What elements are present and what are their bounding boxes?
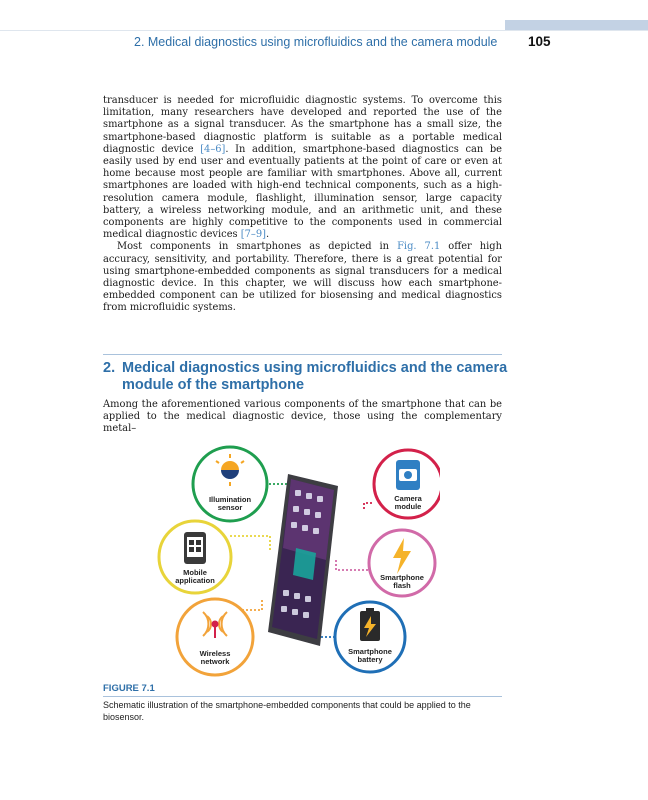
label-wireless-line1: Wireless [199,649,231,658]
label-camera-line2: module [394,502,422,511]
body-text-block [103,399,502,436]
illumination-sensor-node [193,447,267,521]
label-camera-line1: Camera [394,494,422,503]
citation-link[interactable]: [4–6] [200,143,226,155]
running-head: 2. Medical diagnostics using microfluidics and the camera module [134,35,498,49]
paragraph-1-text-b: . In addition, smartphone-based diagnostics can be easily used by end user and eventually patients at the point of care or even at home because most people are familiar with smartphones. Above all, current smartphones are loaded with high-end technical components, such as a high-resolution camera module, flashlight, illumination sensor, large capacity battery, a wireless networking module, and an arithmetic unit, and these components are highly competitive to the components used in commercial medical diagnostic devices [103,143,502,241]
battery-icon [360,608,380,641]
page-number: 105 [528,34,551,49]
figure-label: FIGURE 7.1 [103,683,155,694]
connector-flash [336,560,370,570]
figure-link[interactable]: Fig. 7.1 [397,241,441,253]
section-title-line2: module of the smartphone [122,377,305,393]
connector-mobile [230,536,270,552]
label-mobile-line2: application [175,576,215,585]
camera-icon [396,460,420,490]
figure-smartphone-components [150,440,440,680]
section-title-line1: Medical diagnostics using microfluidics and the camera [122,360,508,376]
paragraph-2 [103,241,502,314]
figure-rule [103,696,502,697]
label-flash-line1: Smartphone [380,573,424,582]
smartphone-illustration [268,474,338,646]
smartphone-flash-node [369,530,435,596]
camera-module-node [374,450,440,518]
figure-caption: Schematic illustration of the smartphone-embedded components that could be applied to the biosensor. [103,700,471,722]
section-number: 2. [103,360,116,376]
paragraph-2-text-b: offer high accuracy, sensitivity, and portability. Therefore, there is a great potential for using smartphone-embedded components as signal transducers for a medical diagnostic device. In this chapter, we will discuss how each smartphone-embedded component can be utilized for biosensing and medical diagnostics from microfluidic systems. [103,241,502,314]
header-tab-bar [505,20,648,30]
label-flash-line2: flash [393,581,411,590]
citation-link[interactable]: [7–9] [240,229,266,241]
label-illumination-line1: Illumination [208,495,252,504]
smartphone-battery-node [335,602,405,672]
header-rule [0,30,648,31]
paragraph-3: Among the aforementioned various components of the smartphone that can be applied to the medical diagnostic device, those using the complementary metal– [103,399,502,435]
body-text-block [103,95,502,315]
section-heading [103,360,523,394]
label-mobile-line1: Mobile [183,568,207,577]
paragraph-1-text-c: . [265,229,270,241]
section-rule [103,354,502,355]
mobile-application-node [159,521,231,593]
label-battery-line1: Smartphone [348,647,392,656]
label-illumination-line2: sensor [217,503,243,512]
label-battery-line2: battery [357,655,383,664]
mobile-app-icon [184,532,206,564]
label-wireless-line2: network [200,657,230,666]
paragraph-1-text-a: transducer is needed for microfluidic diagnostic systems. To overcome this limitation, many researchers have developed and reported the use of the smartphone as a signal transducer. As the smartphone has a small size, the smartphone-based diagnostic platform is suitable as a portable medical diagnostic device [103,95,502,155]
connector-camera [364,503,372,510]
wireless-network-node [177,599,253,675]
paragraph-2-text-a: Most components in smartphones as depicted in [117,241,398,253]
paragraph-1 [103,95,502,241]
